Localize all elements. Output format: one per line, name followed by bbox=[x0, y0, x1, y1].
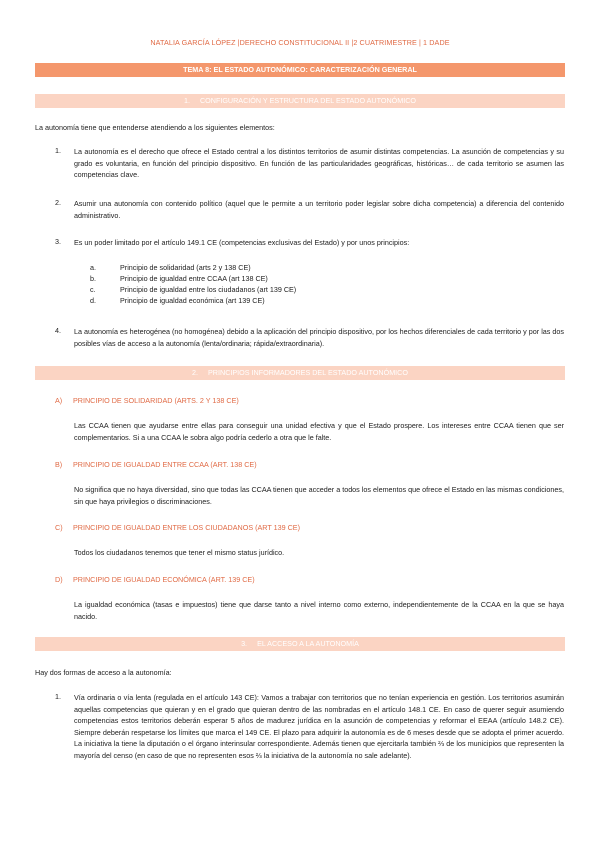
s1-item-4-text: La autonomía es heterogénea (no homogénea) debido a la aplicación del principio dispositivo, por los hechos diferenciales de cada territorio y por las dos posibles vías de acceso a la autonomía (lenta/ordinaria; rápida/extraordinaria). bbox=[74, 327, 564, 348]
section-3-title: EL ACCESO A LA AUTONOMÍA bbox=[257, 639, 359, 648]
section-1-bar bbox=[35, 94, 565, 108]
section-3-number: 3. bbox=[241, 639, 248, 648]
principle-d-heading: D) PRINCIPIO DE IGUALDAD ECONÓMICA (ART. 139 CE) bbox=[55, 575, 255, 584]
principle-item: b. Principio de igualdad entre CCAA (art 138 CE) bbox=[90, 274, 268, 283]
s3-item-1-number: 1. bbox=[55, 692, 61, 701]
principle-item: c. Principio de igualdad entre los ciudadanos (art 139 CE) bbox=[90, 285, 297, 294]
section-1-number: 1. bbox=[183, 96, 190, 105]
principle-b-text: No significa que no haya diversidad, sino que todas las CCAA tienen que acceder a todos los elementos que ofrece el Estado en las mismas condiciones, sin que haya privilegios o discriminaciones. bbox=[74, 485, 564, 506]
principle-item: d. Principio de igualdad económica (art 139 CE) bbox=[90, 296, 265, 305]
principle-b-heading: B) PRINCIPIO DE IGUALDAD ENTRE CCAA (ART. 138 CE) bbox=[55, 460, 257, 469]
s1-item-2-number: 2. bbox=[55, 198, 61, 207]
principle-a-text: Las CCAA tienen que ayudarse entre ellas para conseguir una unidad efectiva y que el Estado prospere. Los intereses entre CCAA tienen que ser complementarios. Si a una CCAA le sobra algo podría cederlo a otra que le falte. bbox=[74, 421, 564, 442]
chapter-title: TEMA 8: EL ESTADO AUTONÓMICO: CARACTERIZACIÓN GENERAL bbox=[35, 63, 565, 77]
section-1-title: CONFIGURACIÓN Y ESTRUCTURA DEL ESTADO AUTONÓMICO bbox=[199, 96, 417, 105]
principle-c-heading: C) PRINCIPIO DE IGUALDAD ENTRE LOS CIUDADANOS (ART 139 CE) bbox=[55, 523, 300, 532]
page-header: NATALIA GARCÍA LÓPEZ |DERECHO CONSTITUCIONAL II |2 CUATRIMESTRE | 1 DADE bbox=[150, 38, 450, 47]
s1-item-1-number: 1. bbox=[55, 146, 61, 155]
section-2-number: 2. bbox=[192, 368, 199, 377]
principle-item: a. Principio de solidaridad (arts 2 y 138 CE) bbox=[90, 263, 251, 272]
s1-item-1-text: La autonomía es el derecho que ofrece el Estado central a los distintos territorios de asumir distintas competencias. La asunción de competencias y su grado es voluntaria, en función del principio dispositivo. En función de las particularidades geográficas, históricas… de cada territorio se asumen las competencias clave. bbox=[74, 147, 564, 180]
section-3-bar bbox=[35, 637, 565, 651]
section-2-bar bbox=[35, 366, 565, 380]
s1-item-3-text: Es un poder limitado por el artículo 149.1 CE (competencias exclusivas del Estado) y por unos principios: bbox=[74, 238, 410, 247]
principle-c-text: Todos los ciudadanos tenemos que tener el mismo status jurídico. bbox=[74, 548, 285, 557]
s1-intro: La autonomía tiene que entenderse atendiendo a los siguientes elementos: bbox=[35, 123, 275, 132]
principle-a-heading: A) PRINCIPIO DE SOLIDARIDAD (ARTS. 2 Y 138 CE) bbox=[55, 396, 239, 405]
principles-list bbox=[90, 262, 296, 306]
s3-item-1-text: Vía ordinaria o vía lenta (regulada en el artículo 143 CE): Vamos a trabajar con territorios que no tenían experiencia en gestión. Los territorios asumirán aquellas competencias que quieran y en el grado que quieran dentro de las nombradas en el artículo 148.1 CE. En caso de querer seguir asumiendo competencias estos territorios deberán esperar 5 años de madurez jurídica en la asunción de competencias y reformar el EEAA (artículo 148.2 CE). Siempre deberán respetarse los límites que marca el 149 CE. El plazo para adquirir la autonomía es de 6 meses desde que se adopta el primer acuerdo. La iniciativa la tiene la diputación o el órgano interinsular correspondiente. Además tienen que ejercitarla también ⅔ de los municipios que representen la mayoría del censo (en caso de que no representen esos ⅔ la iniciativa de la autonomía no sale adelante). bbox=[74, 693, 564, 760]
s1-item-4-number: 4. bbox=[55, 326, 61, 335]
s1-item-3-number: 3. bbox=[55, 237, 61, 246]
s1-item-2-text: Asumir una autonomía con contenido político (aquel que le permite a un territorio poder legislar sobre dicha competencia) a diferencia del contenido administrativo. bbox=[74, 199, 564, 220]
s3-intro: Hay dos formas de acceso a la autonomía: bbox=[35, 668, 172, 677]
section-2-title: PRINCIPIOS INFORMADORES DEL ESTADO AUTONÓMICO bbox=[208, 368, 408, 377]
principle-d-text: La igualdad económica (tasas e impuestos) tiene que darse tanto a nivel interno como externo, independientemente de la CCAA en la que se haya nacido. bbox=[74, 600, 564, 621]
